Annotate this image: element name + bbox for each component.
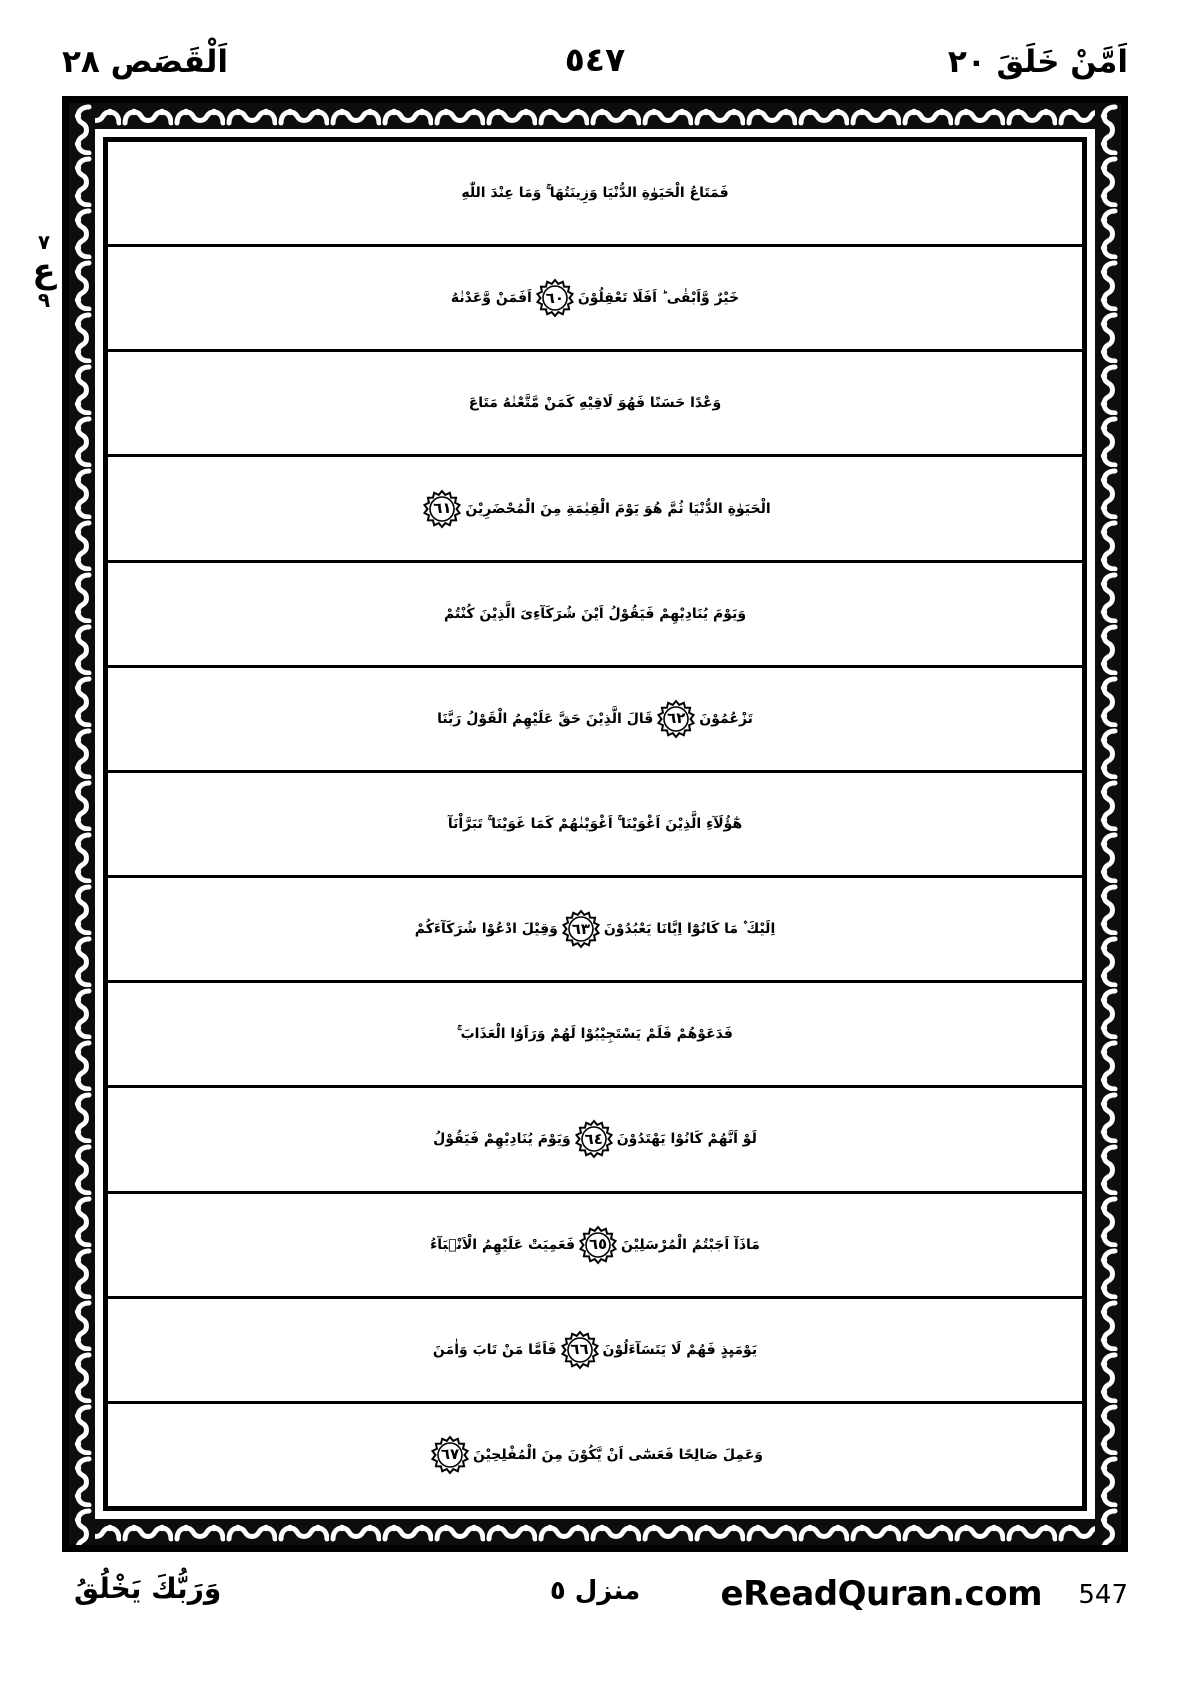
- ornament-strip-right-icon: [1095, 103, 1121, 1545]
- decorative-border: [62, 96, 1128, 1552]
- catchword: وَرَبُّكَ يَخْلُقُ: [74, 1572, 222, 1605]
- ornament-strip-left-icon: [69, 103, 95, 1545]
- quran-line-segment: فَاَمَّا مَنْ تَابَ وَاٰمَنَ: [432, 1341, 557, 1358]
- ayah-number: ٦٧: [440, 1445, 460, 1464]
- quran-line-text: [108, 1119, 1082, 1159]
- ayah-number-medallion: [656, 699, 696, 739]
- ayah-number-medallion: [578, 1225, 618, 1265]
- quran-line-segment: وَعَمِلَ صَالِحًا فَعَسٰٓى اَنْ يَّكُوْنَ مِنَ الْمُفْلِحِيْنَ: [472, 1446, 764, 1463]
- quran-line-segment: وَعْدًا حَسَنًا فَهُوَ لَاقِيْهِ كَمَنْ مَّتَّعْنٰهُ مَتَاعَ: [468, 395, 722, 412]
- quran-line-text: [108, 1225, 1082, 1265]
- quran-line: [108, 1299, 1082, 1404]
- ayah-number-medallion: [422, 489, 462, 529]
- ayah-number: ٦٣: [571, 919, 590, 938]
- quran-line-segment: قَالَ الَّذِيْنَ حَقَّ عَلَيْهِمُ الْقَوْلُ رَبَّنَا: [437, 710, 654, 727]
- ruku-top-number: ٧: [37, 230, 51, 254]
- quran-line-segment: وَيَوْمَ يُنَادِيْهِمْ فَيَقُوْلُ: [433, 1131, 571, 1148]
- quran-line-segment: الْحَيَوٰةِ الدُّنْيَا ثُمَّ هُوَ يَوْمَ الْقِيٰمَةِ مِنَ الْمُحْضَرِيْنَ: [465, 500, 771, 517]
- ayah-number: ٦٥: [588, 1235, 608, 1254]
- quran-line-text: [108, 1330, 1082, 1370]
- quran-line-text: [108, 699, 1082, 739]
- quran-line-text: [108, 607, 1082, 621]
- ayah-number-medallion: [574, 1119, 614, 1159]
- ayah-number-medallion: [561, 909, 601, 949]
- quran-line-segment: اَفَمَنْ وَّعَدْنٰهُ: [450, 290, 532, 307]
- ayah-number-medallion: [560, 1330, 600, 1370]
- ayah-number: ٦١: [433, 499, 452, 518]
- quran-line-text: [108, 186, 1082, 200]
- quran-line: [108, 1194, 1082, 1299]
- quran-line-segment: خَيْرٌ وَّاَبْقٰى ؕ اَفَلَا تَعْقِلُوْنَ: [577, 290, 740, 307]
- page-number: 547: [1078, 1580, 1128, 1610]
- quran-line-segment: مَاذَآ اَجَبْتُمُ الْمُرْسَلِيْنَ: [621, 1236, 760, 1253]
- quran-line-segment: تَزْعُمُوْنَ: [699, 710, 753, 727]
- page-number-arabic: ٥٤٧: [564, 40, 626, 79]
- quran-line-text: [108, 489, 1082, 529]
- ayah-number: ٦٤: [584, 1129, 603, 1148]
- site-brand[interactable]: eReadQuran.com: [720, 1574, 1042, 1614]
- quran-line: [108, 878, 1082, 983]
- quran-line: [108, 352, 1082, 457]
- quran-line-segment: يَوْمَىِٕذٍ فَهُمْ لَا يَتَسَآءَلُوْنَ: [602, 1341, 758, 1358]
- ornament-strip-bottom-icon: [69, 1519, 1121, 1545]
- ruku-symbol: ع: [32, 251, 56, 291]
- text-frame: [103, 137, 1087, 1511]
- ruku-bottom-number: ٩: [37, 288, 51, 312]
- page-footer: [0, 1572, 1190, 1642]
- quran-line-segment: هٰٓؤُلَآءِ الَّذِيْنَ اَغْوَيْنَا ۚ اَغْوَيْنٰهُمْ كَمَا غَوَيْنَا ۚ تَبَرَّاْنَآ: [447, 816, 743, 833]
- ruku-marker: [24, 186, 64, 356]
- surah-label: اَلْقَصَص ٢٨: [62, 44, 229, 80]
- quran-line: [108, 457, 1082, 562]
- quran-line: [108, 247, 1082, 352]
- quran-line-segment: فَدَعَوْهُمْ فَلَمْ يَسْتَجِيْبُوْا لَهُمْ وَرَاَوُا الْعَذَابَ ۚ: [457, 1026, 733, 1043]
- quran-line: [108, 668, 1082, 773]
- quran-text-lines: [108, 142, 1082, 1506]
- quran-line: [108, 983, 1082, 1088]
- ayah-number: ٦٠: [545, 288, 564, 307]
- quran-line-text: [108, 1027, 1082, 1041]
- ayah-number-medallion: [430, 1435, 470, 1475]
- manzil-label: منزل ٥: [549, 1576, 641, 1606]
- quran-line: [108, 563, 1082, 668]
- quran-line-segment: وَقِيْلَ ادْعُوْا شُرَكَآءَكُمْ: [414, 921, 558, 938]
- quran-line: [108, 142, 1082, 247]
- quran-line-text: [108, 278, 1082, 318]
- quran-line-text: [108, 396, 1082, 410]
- quran-line-segment: فَعَمِيَتْ عَلَيْهِمُ الْاَنْۢبَآءُ: [430, 1236, 576, 1253]
- quran-line: [108, 1404, 1082, 1506]
- page-header: [0, 34, 1190, 90]
- quran-line: [108, 1088, 1082, 1193]
- ayah-number: ٦٢: [667, 709, 686, 728]
- ayah-number: ٦٦: [570, 1340, 589, 1359]
- quran-line-text: [108, 817, 1082, 831]
- quran-line-text: [108, 909, 1082, 949]
- quran-line: [108, 773, 1082, 878]
- quran-line-segment: فَمَتَاعُ الْحَيَوٰةِ الدُّنْيَا وَزِينَتُهَا ۚ وَمَا عِنْدَ اللّٰهِ: [461, 185, 729, 202]
- quran-line-segment: اِلَيْكَ ۫ مَا كَانُوْٓا اِيَّانَا يَعْبُدُوْنَ: [603, 921, 776, 938]
- quran-line-text: [108, 1435, 1082, 1475]
- juz-label: اَمَّنْ خَلَقَ ٢٠: [947, 44, 1128, 80]
- ayah-number-medallion: [535, 278, 575, 318]
- quran-line-segment: لَوْ اَنَّهُمْ كَانُوْا يَهْتَدُوْنَ: [616, 1131, 757, 1148]
- ornament-strip-top-icon: [69, 103, 1121, 129]
- quran-line-segment: وَيَوْمَ يُنَادِيْهِمْ فَيَقُوْلُ اَيْنَ شُرَكَآءِىَ الَّذِيْنَ كُنْتُمْ: [443, 605, 747, 622]
